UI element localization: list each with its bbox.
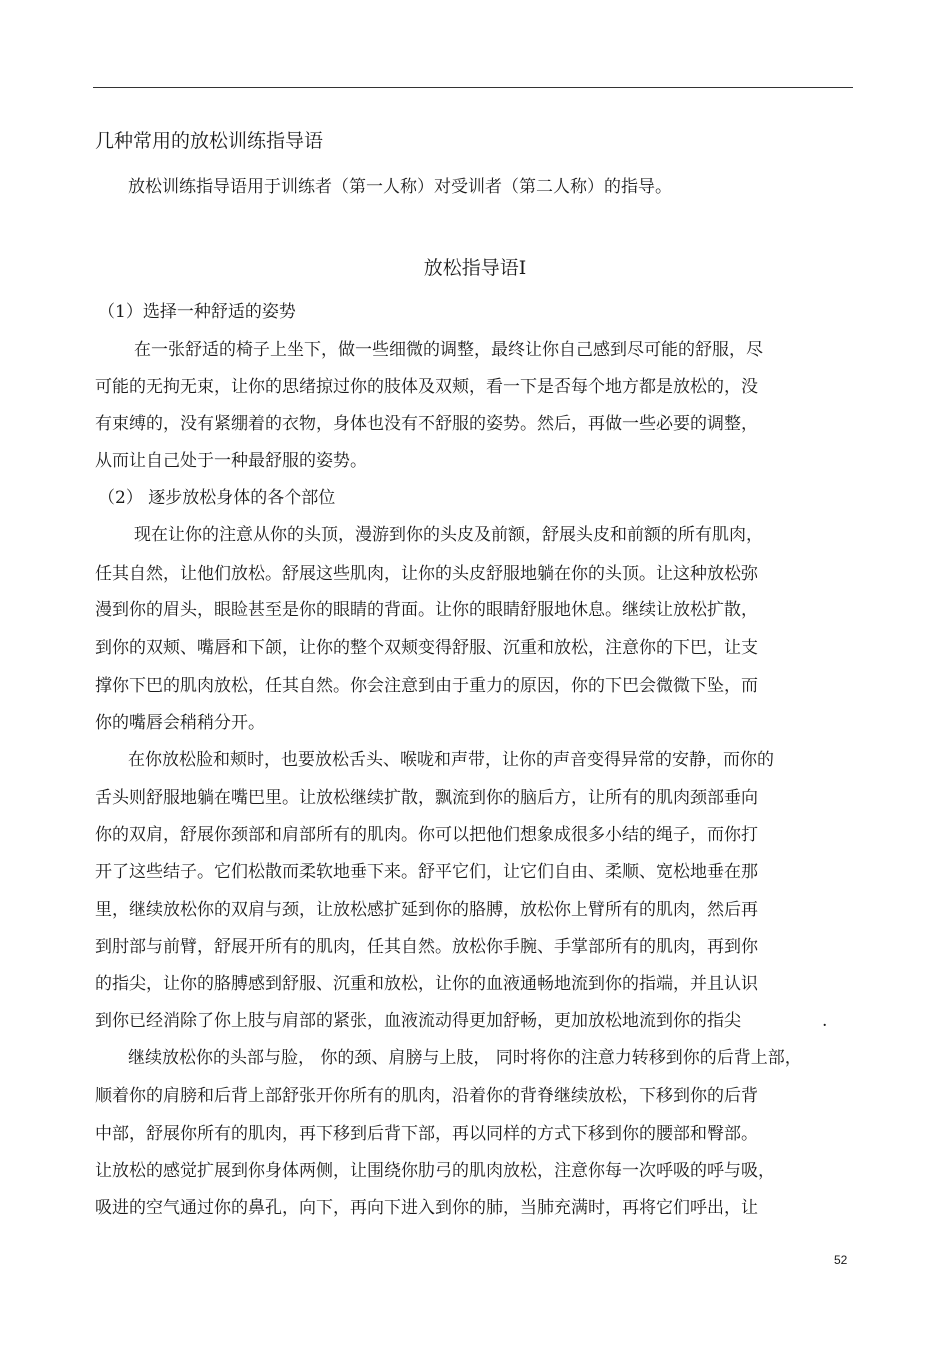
p2-line-6: 你的嘴唇会稍稍分开。 <box>95 713 265 733</box>
p2-line-2: 任其自然，让他们放松。舒展这些肌肉，让你的头皮舒服地躺在你的头顶。让这种放松弥 <box>95 564 758 584</box>
intro-text: 放松训练指导语用于训练者（第一人称）对受训者（第二人称）的指导。 <box>128 177 672 197</box>
p2-line-4: 到你的双颊、嘴唇和下颌，让你的整个双颊变得舒服、沉重和放松，注意你的下巴，让支 <box>95 638 758 658</box>
p3-line-1: 在你放松脸和颊时，也要放松舌头、喉咙和声带，让你的声音变得异常的安静，而你的 <box>128 750 774 770</box>
p2-line-3: 漫到你的眉头，眼睑甚至是你的眼睛的背面。让你的眼睛舒服地休息。继续让放松扩散， <box>95 600 758 620</box>
p4-line-2: 顺着你的肩膀和后背上部舒张开你所有的肌肉，沿着你的背脊继续放松，下移到你的后背 <box>95 1086 758 1106</box>
p3-line-7: 的指尖，让你的胳膊感到舒服、沉重和放松，让你的血液通畅地流到你的指端，并且认识 <box>95 974 758 994</box>
p4-line-5: 吸进的空气通过你的鼻孔，向下，再向下进入到你的肺，当肺充满时，再将它们呼出，让 <box>95 1198 758 1218</box>
p3-line-6: 到肘部与前臂，舒展开所有的肌肉，任其自然。放松你手腕、手掌部所有的肌肉，再到你 <box>95 937 758 957</box>
p3-line-5: 里，继续放松你的双肩与颈，让放松感扩延到你的胳膊，放松你上臂所有的肌肉，然后再 <box>95 900 758 920</box>
p3-line-4: 开了这些结子。它们松散而柔软地垂下来。舒平它们，让它们自由、柔顺、宽松地垂在那 <box>95 862 758 882</box>
p3-line-3: 你的双肩，舒展你颈部和肩部所有的肌肉。你可以把他们想象成很多小结的绳子，而你打 <box>95 825 758 845</box>
p1-line-2: 可能的无拘无束，让你的思绪掠过你的肢体及双颊，看一下是否每个地方都是放松的，没 <box>95 377 758 397</box>
p1-line-1: 在一张舒适的椅子上坐下，做一些细微的调整，最终让你自己感到尽可能的舒服，尽 <box>134 340 763 360</box>
step1-title: （1）选择一种舒适的姿势 <box>98 302 296 322</box>
page-number: 52 <box>834 1253 848 1267</box>
p3-line-2: 舌头则舒服地躺在嘴巴里。让放松继续扩散，飘流到你的脑后方，让所有的肌肉颈部垂向 <box>95 788 758 808</box>
p1-line-4: 从而让自己处于一种最舒服的姿势。 <box>95 451 367 471</box>
section-title: 放松指导语Ⅰ <box>423 257 527 279</box>
p4-line-4: 让放松的感觉扩展到你身体两侧，让围绕你肋弓的肌肉放松，注意你每一次呼吸的呼与吸， <box>95 1161 775 1181</box>
document-heading: 几种常用的放松训练指导语 <box>95 130 324 152</box>
step2-title: （2） 逐步放松身体的各个部位 <box>98 488 336 508</box>
header-rule <box>93 87 853 88</box>
p1-line-3: 有束缚的，没有紧绷着的衣物，身体也没有不舒服的姿势。然后，再做一些必要的调整， <box>95 414 758 434</box>
p3-end-mark: . <box>822 1011 828 1031</box>
p4-line-1: 继续放松你的头部与脸， 你的颈、肩膀与上肢， 同时将你的注意力转移到你的后背上部， <box>128 1048 802 1068</box>
p4-line-3: 中部，舒展你所有的肌肉，再下移到后背下部，再以同样的方式下移到你的腰部和臀部。 <box>95 1124 758 1144</box>
p3-line-8: 到你已经消除了你上肢与肩部的紧张，血液流动得更加舒畅，更加放松地流到你的指尖 <box>95 1011 741 1031</box>
p2-line-5: 撑你下巴的肌肉放松，任其自然。你会注意到由于重力的原因，你的下巴会微微下坠，而 <box>95 676 758 696</box>
p2-line-1: 现在让你的注意从你的头顶，漫游到你的头皮及前额，舒展头皮和前额的所有肌肉， <box>134 525 763 545</box>
